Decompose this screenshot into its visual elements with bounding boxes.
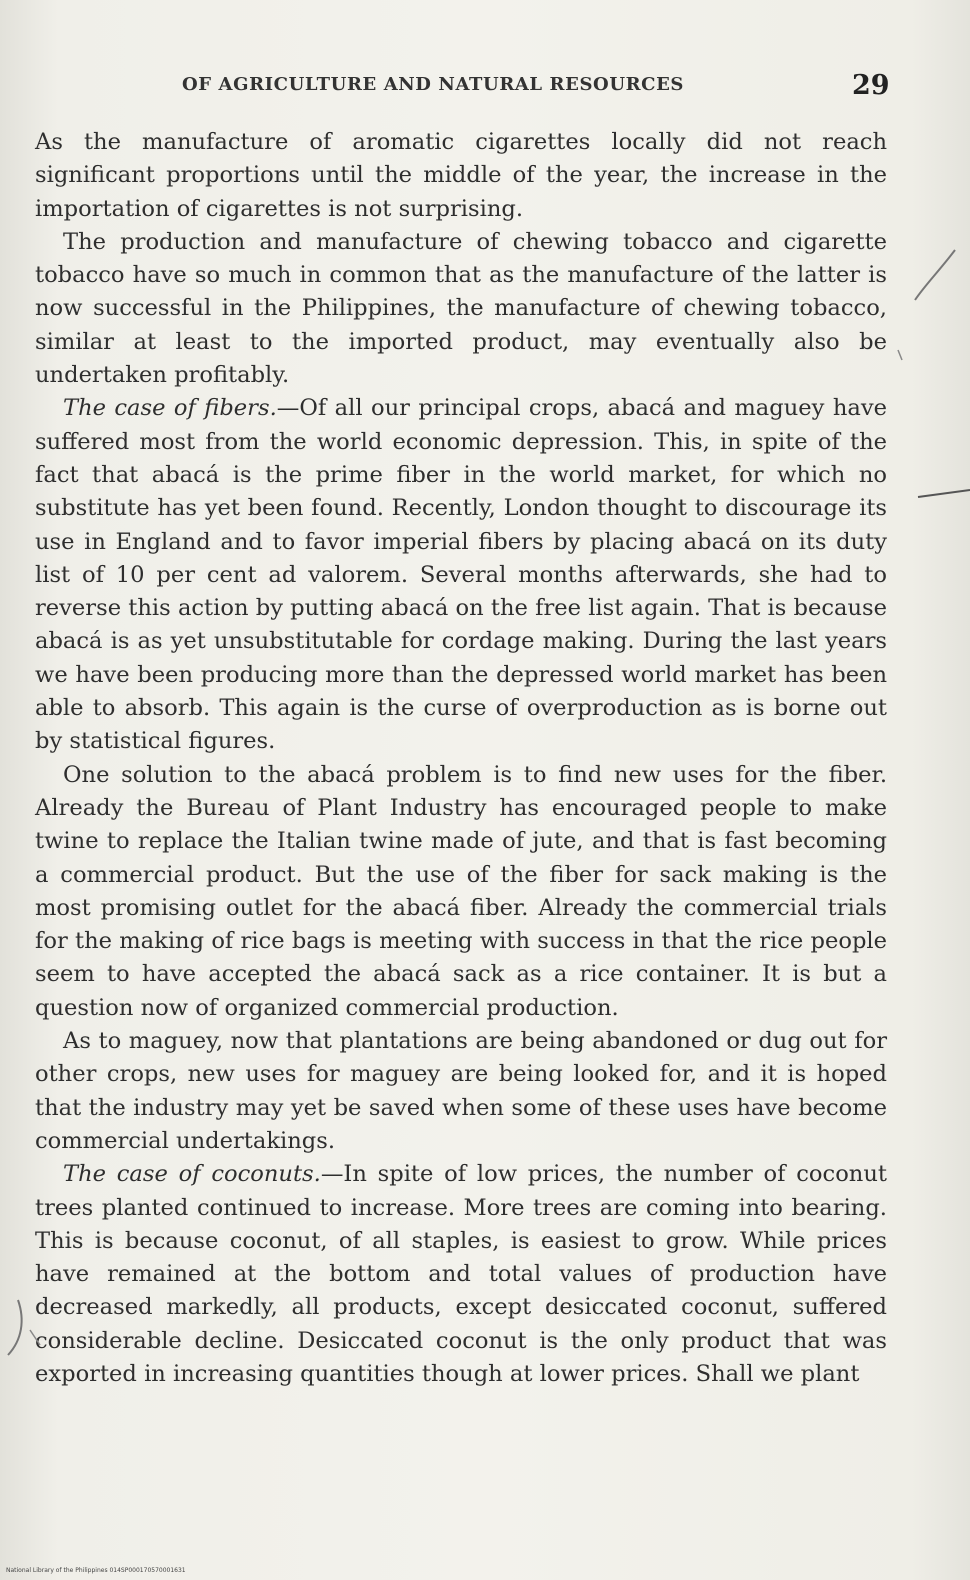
page-header [0,70,970,110]
page-number: 29 [852,70,890,101]
scan-footer: National Library of the Philippines 014SP000170570001631 [6,1567,186,1574]
body-text [35,126,887,1391]
paragraph [35,1025,887,1158]
paragraph [35,126,887,226]
paragraph-text: The production and manufacture of chewing tobacco and cigarette tobacco have so much in common that as the manufacture of the latter is now successful in the Philippines, the manufacture of chewing tobacco, similar at least to the imported product, may eventually also be undertaken profitably. [35,228,887,389]
paragraph [35,759,887,1025]
margin-stroke [918,490,970,497]
paragraph-text: One solution to the abacá problem is to find new uses for the fiber. Already the Bureau of Plant Industry has encouraged people to make twine to replace the Italian twine made of jute, and that is fast becoming a commercial product. But the use of the fiber for sack making is the most promising outlet for the abacá fiber. Already the commercial trials for the making of rice bags is meeting with success in that the rice people seem to have accepted the abacá sack as a rice container. It is but a question now of organized commercial production. [35,761,887,1021]
paragraph-text: As to maguey, now that plantations are being abandoned or dug out for other crops, new uses for maguey are being looked for, and it is hoped that the industry may yet be saved when some of these uses have become commercial undertakings. [35,1028,887,1154]
paragraph [35,1158,887,1391]
margin-stroke [898,350,902,360]
running-head: OF AGRICULTURE AND NATURAL RESOURCES [182,74,685,95]
margin-stroke [915,250,955,300]
paragraph-lead: The case of coconuts. [63,1161,321,1188]
paragraph [35,392,887,758]
paragraph-lead: The case of fibers. [63,395,277,422]
paragraph-text: As the manufacture of aromatic cigarettes locally did not reach significant proportions until the middle of the year, the increase in the importation of cigarettes is not surprising. [35,129,887,222]
paragraph-text: —In spite of low prices, the number of coconut trees planted continued to increase. More trees are coming into bearing. This is because coconut, of all staples, is easiest to grow. While prices have remained at the bottom and total values of production have decreased markedly, all products, except desiccated coconut, suffered considerable decline. Desiccated coconut is the only product that was exported in increasing quantities though at lower prices. Shall we plant [35,1161,887,1387]
paragraph [35,226,887,392]
margin-stroke [8,1300,22,1355]
paragraph-text: —Of all our principal crops, abacá and maguey have suffered most from the world economic depression. This, in spite of the fact that abacá is the prime fiber in the world market, for which no substitute has yet been found. Recently, London thought to discourage its use in England and to favor imperial fibers by placing abacá on its duty list of 10 per cent ad valorem. Several months afterwards, she had to reverse this action by putting abacá on the free list again. That is because abacá is as yet unsubstitutable for cordage making. During the last years we have been producing more than the depressed world market has been able to absorb. This again is the curse of overproduction as is borne out by statistical figures. [35,395,887,755]
